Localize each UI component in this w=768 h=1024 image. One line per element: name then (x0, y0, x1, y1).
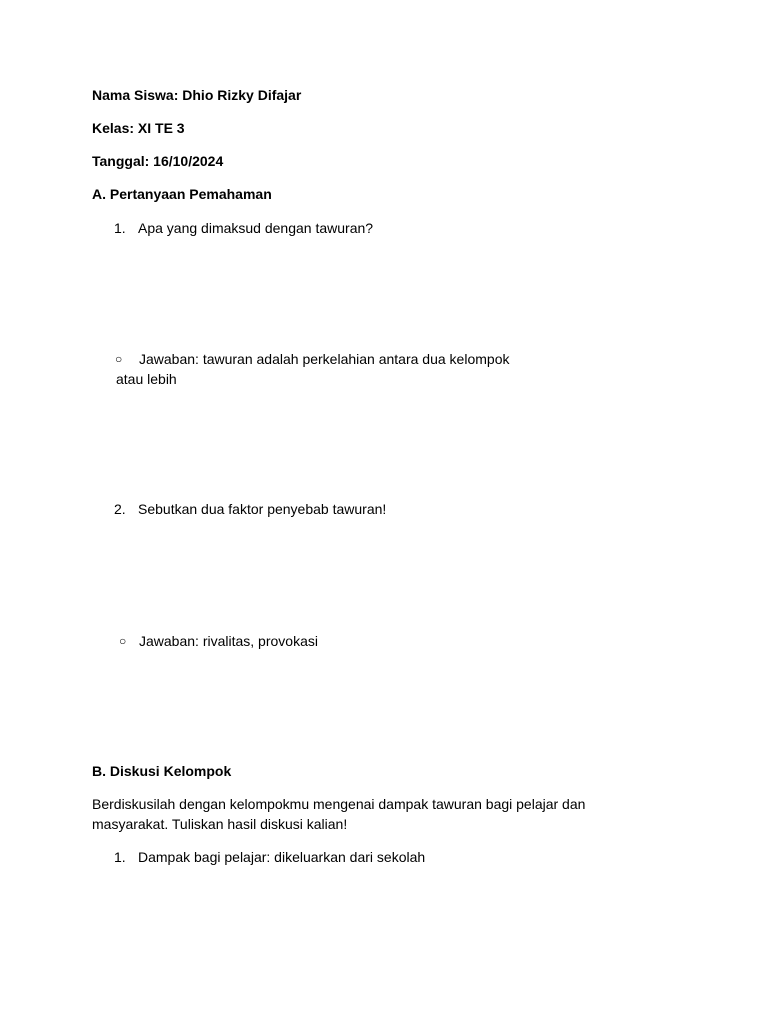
student-class: Kelas: XI TE 3 (92, 120, 185, 136)
answer-1-line-2: atau lebih (116, 371, 177, 387)
section-b-title: B. Diskusi Kelompok (92, 763, 232, 779)
answer-2-bullet-icon: ○ (119, 634, 127, 648)
document-date: Tanggal: 16/10/2024 (92, 153, 224, 169)
question-1-text: Apa yang dimaksud dengan tawuran? (138, 220, 374, 236)
answer-1-bullet-icon: ○ (115, 352, 123, 366)
discussion-item-1-number: 1. (114, 849, 126, 865)
question-1-number: 1. (114, 220, 126, 236)
question-2-text: Sebutkan dua faktor penyebab tawuran! (138, 501, 387, 517)
answer-2-text: Jawaban: rivalitas, provokasi (139, 633, 318, 649)
question-2-number: 2. (114, 501, 126, 517)
section-a-title: A. Pertanyaan Pemahaman (92, 186, 272, 202)
answer-1-line-1: Jawaban: tawuran adalah perkelahian antara dua kelompok (139, 351, 510, 367)
discussion-item-1-text: Dampak bagi pelajar: dikeluarkan dari sekolah (138, 849, 426, 865)
section-b-instruction-line-1: Berdiskusilah dengan kelompokmu mengenai dampak tawuran bagi pelajar dan (92, 796, 586, 812)
section-b-instruction-line-2: masyarakat. Tuliskan hasil diskusi kalian! (92, 816, 348, 832)
student-name: Nama Siswa: Dhio Rizky Difajar (92, 87, 302, 103)
